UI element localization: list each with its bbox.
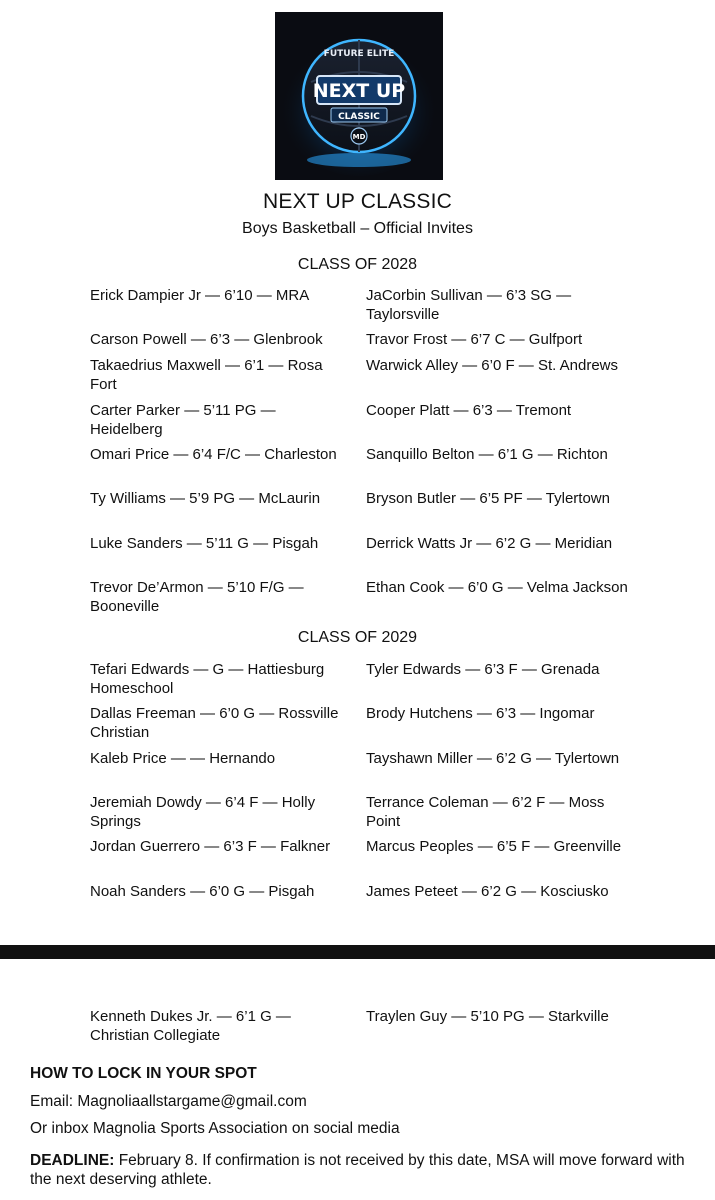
deadline-notice xyxy=(30,1151,695,1189)
player-entry: Erick Dampier Jr — 6’10 — MRA xyxy=(90,287,310,304)
player-entry: Dallas Freeman — 6’0 G — Rossville Christian xyxy=(90,705,339,741)
player-entry: James Peteet — 6’2 G — Kosciusko xyxy=(366,883,609,900)
player-entry: Jeremiah Dowdy — 6’4 F — Holly Springs xyxy=(90,794,316,830)
player-entry: Derrick Watts Jr — 6’2 G — Meridian xyxy=(366,535,613,552)
player-entry: Carson Powell — 6’3 — Glenbrook xyxy=(90,331,323,348)
class-2028-heading: CLASS OF 2028 xyxy=(297,256,418,273)
page-subtitle: Boys Basketball – Official Invites xyxy=(242,220,473,237)
player-entry: Jordan Guerrero — 6’3 F — Falkner xyxy=(90,838,331,855)
player-entry: Omari Price — 6’4 F/C — Charleston xyxy=(90,446,337,463)
player-entry: Terrance Coleman — 6’2 F — Moss Point xyxy=(366,794,605,830)
player-entry: Kenneth Dukes Jr. — 6’1 G — Christian Collegiate xyxy=(90,1008,291,1044)
player-entry: Tefari Edwards — G — Hattiesburg Homeschool xyxy=(90,661,325,697)
player-entry: Luke Sanders — 5’11 G — Pisgah xyxy=(90,535,319,552)
player-entry: Travor Frost — 6’7 C — Gulfport xyxy=(366,331,583,348)
player-entry: Tyler Edwards — 6’3 F — Grenada xyxy=(366,661,600,678)
player-entry: Traylen Guy — 5’10 PG — Starkville xyxy=(366,1008,609,1025)
player-entry: Brody Hutchens — 6’3 — Ingomar xyxy=(366,705,595,722)
player-entry: Cooper Platt — 6’3 — Tremont xyxy=(366,402,572,419)
deadline-text: February 8. If confirmation is not received by this date, MSA will move forward with the next deserving athlete. xyxy=(30,1152,685,1188)
deadline-label: DEADLINE: xyxy=(30,1152,115,1169)
next-up-classic-logo xyxy=(275,12,443,180)
player-entry: Marcus Peoples — 6’5 F — Greenville xyxy=(366,838,622,855)
player-entry: Takaedrius Maxwell — 6’1 — Rosa Fort xyxy=(90,357,323,393)
logo-mark-text: MD xyxy=(352,133,366,141)
lock-in-heading: HOW TO LOCK IN YOUR SPOT xyxy=(30,1065,257,1082)
player-entry: Ethan Cook — 6’0 G — Velma Jackson xyxy=(366,579,628,596)
page-title: NEXT UP CLASSIC xyxy=(263,190,452,213)
logo-top-text: FUTURE ELITE xyxy=(323,49,395,59)
class-2029-heading: CLASS OF 2029 xyxy=(297,629,418,646)
inbox-line: Or inbox Magnolia Sports Association on social media xyxy=(30,1120,400,1137)
player-entry: Ty Williams — 5’9 PG — McLaurin xyxy=(90,490,321,507)
player-entry: Warwick Alley — 6’0 F — St. Andrews xyxy=(366,357,619,374)
logo-main-text: NEXT UP xyxy=(312,80,406,102)
email-line: Email: Magnoliaallstargame@gmail.com xyxy=(30,1093,307,1110)
player-entry: Trevor De’Armon — 5’10 F/G — Booneville xyxy=(90,579,304,615)
page-divider xyxy=(0,945,715,959)
player-entry: Bryson Butler — 6’5 PF — Tylertown xyxy=(366,490,610,507)
player-entry: Kaleb Price — — Hernando xyxy=(90,750,276,767)
player-entry: Sanquillo Belton — 6’1 G — Richton xyxy=(366,446,608,463)
player-entry: Carter Parker — 5’11 PG — Heidelberg xyxy=(90,402,276,438)
player-entry: Tayshawn Miller — 6’2 G — Tylertown xyxy=(366,750,620,767)
player-entry: JaCorbin Sullivan — 6’3 SG — Taylorsville xyxy=(366,287,572,323)
player-entry: Noah Sanders — 6’0 G — Pisgah xyxy=(90,883,315,900)
logo-sub-text: CLASSIC xyxy=(338,112,380,122)
